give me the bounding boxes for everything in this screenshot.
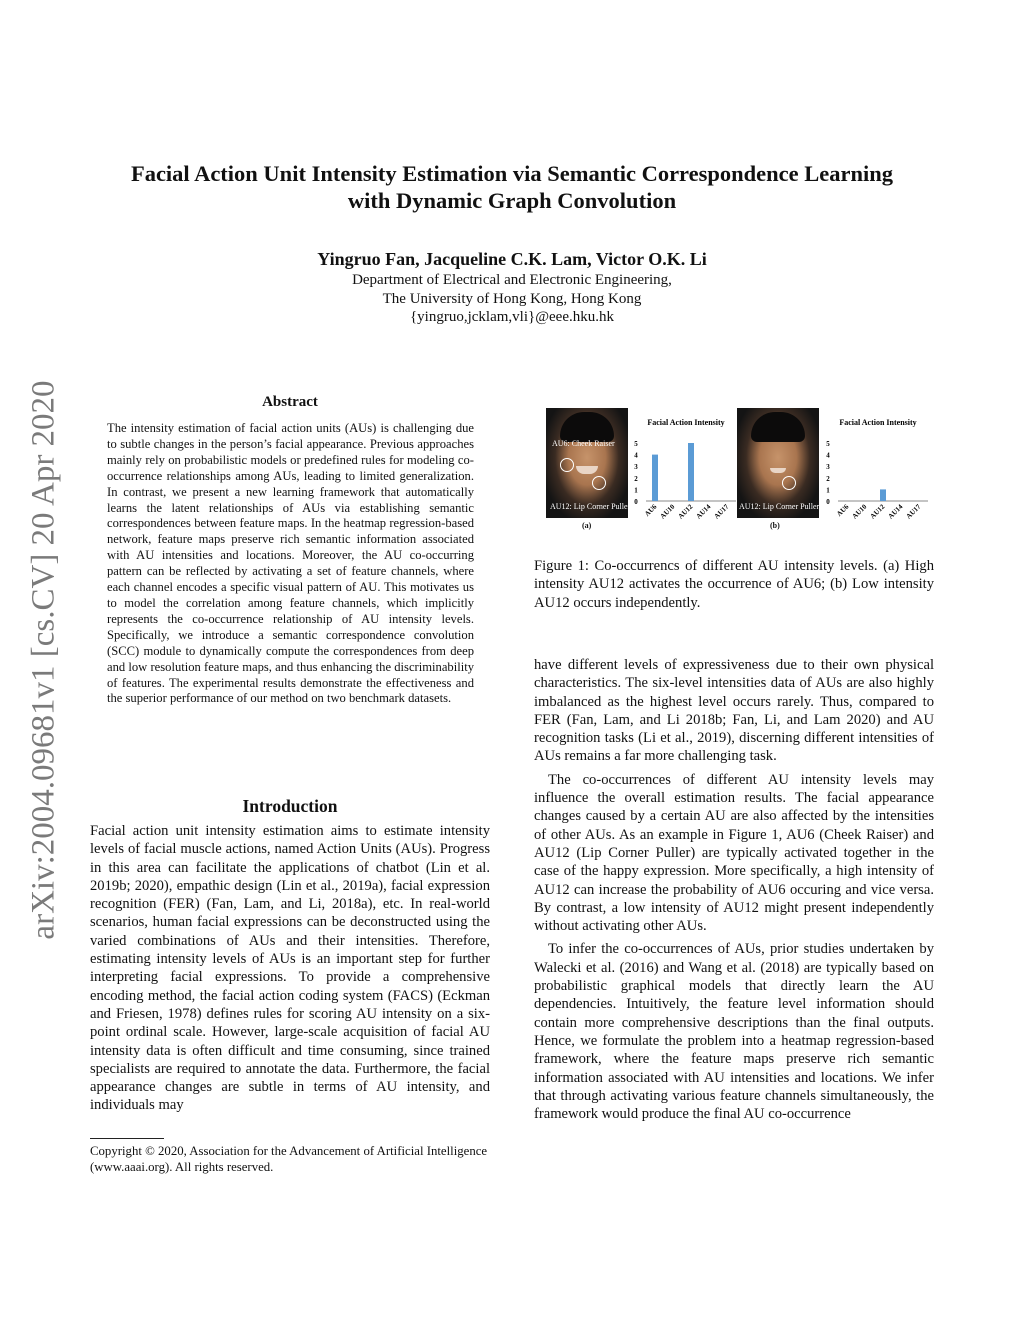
introduction-paragraph: Facial action unit intensity estimation aims to estimate intensity levels of facial muscle actions, named Action Units (AUs). Progress in this area can facilitate the applications of chatbot (Lin et al. 2019b; 2020), empathic design (Lin et al., 2019a), facial expression recognition (FER) (Fan, Lam, and Li, 2018a), etc. In real-world scenarios, human facial expressions can be deconstructed using the varied combinations of AUs and their intensities. Therefore, estimating intensity levels of AUs is an important step for further interpreting facial expressions. To provide a comprehensive encoding method, the facial action coding system (FACS) (Eckman and Friesen, 1978) defines rules for scoring AU intensity on a six-point ordinal scale. However, large-scale acquisition of facial AU intensity data is often difficult and time consuming, since trained specialists are required to annotate the data. Furthermore, the facial appearance changes are subtle in terms of AU intensity, and individuals may [90, 823, 490, 1114]
smile-shape [576, 466, 598, 474]
title-line-2: with Dynamic Graph Convolution [347, 188, 677, 213]
y-tick-label: 3 [826, 463, 830, 472]
hair-shape [751, 412, 805, 442]
x-tick-label: AU12 [676, 502, 695, 521]
y-tick-label: 0 [634, 498, 638, 506]
paragraph: To infer the co-occurrences of AUs, prior studies undertaken by Walecki et al. (2016) and Wang et al. (2018) are typically based on probabilistic graphical models that directly learn the AU dependencies. Intuitively, the feature level information should contain more comprehensive descriptions than the final outputs. Hence, we formulate the problem into a heatmap regression-based framework, where the feature maps preserve rich semantic information associated with AU intensities and locations. We infer that through activating various feature channels simultaneously, the framework would produce the final AU co-occurrence [534, 941, 934, 1123]
face-photo-a [546, 408, 631, 518]
affiliation-email: {yingruo,jcklam,vli}@eee.hku.hk [409, 309, 614, 325]
x-tick-label: AU12 [868, 502, 887, 521]
bar-chart-a [630, 413, 738, 525]
y-tick-label: 1 [634, 486, 638, 495]
x-tick-label: AU10 [658, 502, 677, 521]
bar-au12 [688, 443, 694, 501]
footnote-rule [90, 1138, 164, 1139]
hair-shape [560, 412, 614, 442]
introduction-heading: Introduction [242, 796, 338, 816]
panel-b-label: (b) [770, 521, 780, 530]
x-tick-label: AU6 [835, 502, 851, 519]
lip-corner-marker-icon [782, 476, 796, 490]
photo-a-label-bottom: AU12: Lip Corner Puller [550, 502, 631, 511]
x-tick-label: AU10 [850, 502, 869, 521]
x-tick-label: AU14 [694, 502, 713, 521]
face-photo-b [737, 408, 819, 518]
arxiv-stamp [14, 350, 74, 970]
abstract-heading: Abstract [262, 394, 318, 410]
figure-1 [544, 405, 934, 540]
x-tick-label: AU17 [712, 502, 731, 521]
panel-a-label: (a) [582, 521, 592, 530]
chart-b-title: Facial Action Intensity [839, 418, 917, 427]
x-tick-label: AU14 [886, 502, 905, 521]
y-tick-label: 1 [826, 486, 830, 495]
x-tick-label: AU17 [904, 502, 923, 521]
arxiv-id: arXiv:2004.09681v1 [cs.CV] 20 Apr 2020 [25, 380, 62, 940]
lip-corner-marker-icon [592, 476, 606, 490]
photo-a-label-top: AU6: Cheek Raiser [552, 439, 615, 448]
paper-title [60, 160, 964, 214]
y-tick-label: 3 [634, 463, 638, 472]
y-tick-label: 4 [826, 451, 830, 460]
chart-a-title: Facial Action Intensity [647, 418, 725, 427]
cheek-marker-icon [560, 458, 574, 472]
bar-au6 [652, 455, 658, 501]
copyright-footnote: Copyright © 2020, Association for the Advancement of Artificial Intelligence (www.aaai.org). All rights reserved. [90, 1144, 488, 1174]
figure-caption: Figure 1: Co-occurrencs of different AU intensity levels. (a) High intensity AU12 activates the occurrence of AU6; (b) Low intensity AU12 occurs independently. [534, 558, 934, 611]
y-tick-label: 2 [826, 474, 830, 483]
y-tick-label: 5 [634, 440, 638, 448]
affiliation-university: The University of Hong Kong, Hong Kong [382, 290, 642, 307]
neutral-mouth-shape [770, 468, 786, 473]
right-column [534, 656, 934, 1128]
paragraph: The co-occurrences of different AU intensity levels may influence the overall estimation results. The facial appearance changes caused by a certain AU are also affected by the intensities of other AUs. As an example in Figure 1, AU6 (Cheek Raiser) and AU12 (Lip Corner Puller) are typically activated together in the case of the happy expression. More specifically, a high intensity of AU12 can increase the probability of AU6 occuring and vice versa. By contrast, a low intensity of AU12 might present independently without activating other AUs. [534, 771, 934, 935]
y-tick-label: 0 [826, 498, 830, 506]
paragraph: have different levels of expressiveness due to their own physical characteristics. The six-level intensities data of AUs are also highly imbalanced as the highest level occurs rarely. Thus, compared to FER (Fan, Lam, and Li 2018b; Fan, Li, and Lam 2020) and AU recognition tasks (Li et al., 2019), discerning different intensities of AUs remains a far more challenging task. [534, 657, 934, 765]
x-tick-label: AU6 [643, 502, 659, 519]
affiliation [60, 271, 964, 327]
y-tick-label: 4 [634, 451, 638, 460]
photo-b-label-bottom: AU12: Lip Corner Puller [739, 502, 820, 511]
title-line-1: Facial Action Unit Intensity Estimation via Semantic Correspondence Learning [130, 161, 894, 186]
abstract-text: The intensity estimation of facial action units (AUs) is challenging due to subtle changes in the person’s facial appearance. Previous approaches mainly rely on probabilistic models or predefined rules for modeling co-occurrence relationships among AUs, leading to limited generalization. In contrast, we present a new learning framework that automatically learns the latent relationships of AUs via establishing semantic correspondences between feature maps. In the heatmap regression-based network, feature maps preserve rich semantic information associated with AU intensities and locations. Moreover, the AU co-occurring pattern can be reflected by activating a set of feature channels, where each channel encodes a specific visual pattern of AU. This motivates us to model the correlation among feature channels, which implicitly represents the co-occurrence relationship of AU intensity levels. Specifically, we introduce a semantic correspondence convolution (SCC) module to dynamically compute the correspondences from deep and low resolution feature maps, and thus enhancing the discriminability of features. The experimental results demonstrate the effectiveness and the superior performance of our method on two benchmark datasets. [107, 421, 474, 706]
bar-au12 [880, 489, 886, 501]
authors: Yingruo Fan, Jacqueline C.K. Lam, Victor O.K. Li [317, 249, 707, 269]
affiliation-dept: Department of Electrical and Electronic Engineering, [352, 272, 672, 288]
bar-chart-b [822, 413, 930, 525]
y-tick-label: 2 [634, 474, 638, 483]
y-tick-label: 5 [826, 440, 830, 448]
